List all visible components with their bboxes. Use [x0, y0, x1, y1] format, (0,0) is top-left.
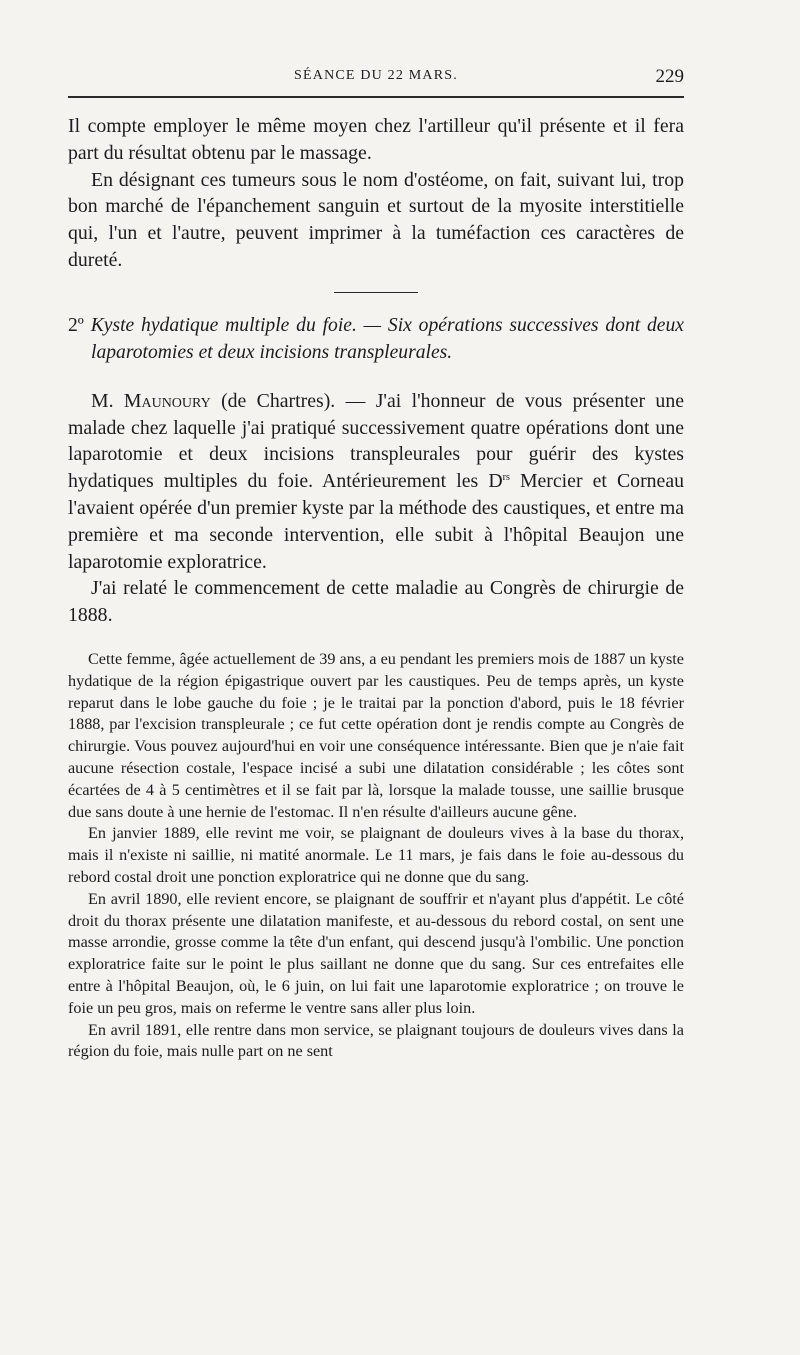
- page-header: [68, 66, 684, 92]
- paragraph: En janvier 1889, elle revint me voir, se plaignant de douleurs vives à la base du thorax, mais il n'existe ni saillie, ni matité anormale. Le 11 mars, je fais dans le foie au-dessous du rebord costal droit une ponction exploratrice qui ne donne que du sang.: [68, 824, 684, 887]
- superscript: rs: [502, 472, 510, 484]
- running-title: SÉANCE DU 22 MARS.: [294, 68, 458, 83]
- author-prefix: M.: [91, 389, 124, 412]
- paragraph: En désignant ces tumeurs sous le nom d'ostéome, on fait, suivant lui, trop bon marché de l'épanchement sanguin et surtout de la myosite interstitielle qui, l'un et l'autre, peuvent imprimer à la tuméfaction ces caractères de dureté.: [68, 168, 684, 271]
- paragraph: En avril 1891, elle rentre dans mon service, se plaignant toujours de douleurs vives dans la région du foie, mais nulle part on ne sent: [68, 1020, 684, 1061]
- header-rule: [68, 96, 684, 98]
- paragraph: En avril 1890, elle revient encore, se plaignant de souffrir et n'ayant plus d'appétit. Le côté droit du thorax présente une dilatation manifeste, et au-dessous du rebord costal, on sent une masse arrondie, grosse comme la tête d'un enfant, qui descend jusqu'à l'ombilic. Une ponction exploratrice faite sur le point le plus saillant ne donne que du sang. Sur ces entrefaites elle entre à l'hôpital Beaujon, où, le 6 juin, on lui fait une laparotomie exploratrice ; on trouve le foie un peu gros, mais on referme le ventre sans aller plus loin.: [68, 889, 684, 1017]
- author-text: (de Chartres). — J'ai l'honneur de vous présenter une malade chez laquelle j'ai pratiqué successivement quatre opérations dont une laparotomie et deux incisions transpleurales pour guérir des kystes hydatiques multiples du foie. Antérieurement les D: [68, 389, 684, 493]
- page-number: 229: [655, 66, 684, 87]
- section-separator: [334, 292, 418, 294]
- section-title: [68, 313, 684, 367]
- large-text-block: [68, 113, 684, 629]
- paragraph: Il compte employer le même moyen chez l'artilleur qu'il présente et il fera part du résultat obtenu par le massage.: [68, 115, 684, 164]
- author-text-continued: Mercier et Corneau l'avaient opérée d'un premier kyste par la méthode des caustiques, et entre ma première et ma seconde intervention, elle subit à l'hôpital Beaujon une laparotomie exploratrice.: [68, 470, 684, 573]
- paragraph: Cette femme, âgée actuellement de 39 ans, a eu pendant les premiers mois de 1887 un kyste hydatique de la région épigastrique ouvert par les caustiques. Peu de temps après, un kyste reparut dans le lobe gauche du foie ; je le traitai par la ponction d'abord, puis le 18 février 1888, par l'excision transpleurale ; ce fut cette opération dont je rendis compte au Congrès de chirurgie. Vous pouvez aujourd'hui en voir une conséquence intéressante. Bien que je n'aie fait aucune résection costale, l'espace incisé a subi une dilatation considérable ; les côtes sont écartées de 4 à 5 centimètres et il se fait par là, lorsque la malade tousse, une saillie brusque due sans doute à une hernie de l'estomac. Il n'en résulte d'ailleurs aucune gêne.: [68, 650, 684, 821]
- body-text: [68, 113, 684, 1063]
- paragraph: J'ai relaté le commencement de cette maladie au Congrès de chirurgie de 1888.: [68, 577, 684, 627]
- author-paragraph: [68, 388, 684, 576]
- author-name: Maunoury: [123, 389, 211, 412]
- section-title-text: Kyste hydatique multiple du foie. — Six opérations successives dont deux laparotomies et deux incisions transpleurales.: [90, 315, 685, 364]
- small-text-block: [68, 649, 684, 1063]
- section-number: 2º: [68, 315, 84, 337]
